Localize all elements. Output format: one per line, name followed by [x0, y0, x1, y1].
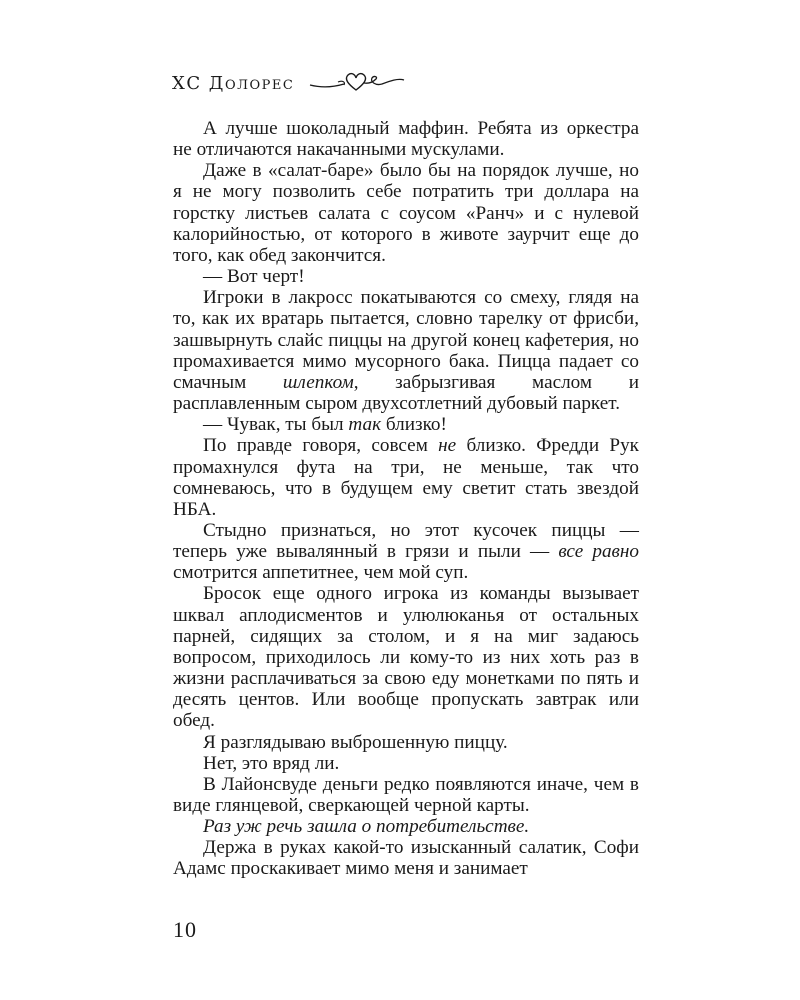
text-run: А лучше шоколадный маффин. Ребята из оркестра не отличаются накачанными мускулами.: [173, 118, 639, 161]
italic-text: не: [438, 435, 457, 457]
heart-swirl-icon: [308, 68, 406, 98]
paragraph: [173, 837, 639, 879]
paragraph: [173, 520, 639, 583]
paragraph: [173, 118, 639, 160]
paragraph: [173, 266, 639, 287]
text-run: Бросок еще одного игрока из команды вызывает шквал аплодисментов и улюлюканья от остальных парней, сидящих за столом, и я на миг задаюсь вопросом, приходилось ли кому-то из них хоть раз в жизни расплачиваться за свою еду монетками по пять и десять центов. Или вообще пропускать завтрак или обед.: [173, 583, 639, 732]
text-run: близко!: [381, 414, 447, 436]
text-run: По правде говоря, совсем: [203, 435, 439, 457]
author-name: ХС Долорес: [172, 72, 295, 94]
text-run: Даже в «салат-баре» было бы на порядок лучше, но я не могу позволить себе потратить три доллара на горстку листьев салата с соусом «Ранч» и с нулевой калорийностью, от которого в животе заурчит еще до того, как обед закончится.: [173, 160, 639, 266]
paragraph: [173, 435, 639, 520]
text-run: близко. Фредди Рук промахнулся фута на три, не меньше, так что сомневаюсь, что в будущем ему светит стать звездой НБА.: [173, 435, 639, 520]
paragraph: [173, 160, 639, 266]
page-number: 10: [173, 917, 197, 942]
text-run: — Чувак, ты был: [203, 414, 349, 436]
paragraph: [173, 414, 639, 435]
italic-text: шлепком: [282, 371, 354, 393]
text-run: , забрызгивая маслом и расплавленным сыром двухсотлетний дубовый паркет.: [173, 371, 639, 415]
italic-text: так: [348, 414, 382, 436]
text-run: Нет, это вряд ли.: [203, 752, 340, 774]
italic-text: все равно: [558, 541, 640, 563]
paragraph: [173, 732, 639, 753]
text-run: Держа в руках какой-то изысканный салатик, Софи Адамс проскакивает мимо меня и занимает: [173, 837, 639, 880]
text-run: Я разглядываю выброшенную пиццу.: [203, 731, 508, 753]
italic-text: Раз уж речь зашла о потребительстве.: [203, 816, 530, 838]
paragraph: [173, 774, 639, 816]
paragraph: [173, 816, 639, 837]
text-run: — Вот черт!: [203, 266, 305, 288]
running-header: [172, 68, 406, 98]
text-run: смотрится аппетитнее, чем мой суп.: [173, 562, 469, 584]
paragraph: [173, 753, 639, 774]
paragraph: [173, 583, 639, 731]
body-text: [173, 118, 639, 880]
paragraph: [173, 287, 639, 414]
text-run: Игроки в лакросс покатываются со смеху, глядя на то, как их вратарь пытается, словно тарелку от фрисби, зашвырнуть слайс пиццы на другой конец кафетерия, но промахивается мимо мусорного бака. Пицца падает со смачным: [173, 287, 639, 393]
text-run: В Лайонсвуде деньги редко появляются иначе, чем в виде глянцевой, сверкающей черной карты.: [173, 773, 639, 816]
text-run: Стыдно признаться, но этот кусочек пиццы — теперь уже вывалянный в грязи и пыли —: [173, 519, 639, 563]
